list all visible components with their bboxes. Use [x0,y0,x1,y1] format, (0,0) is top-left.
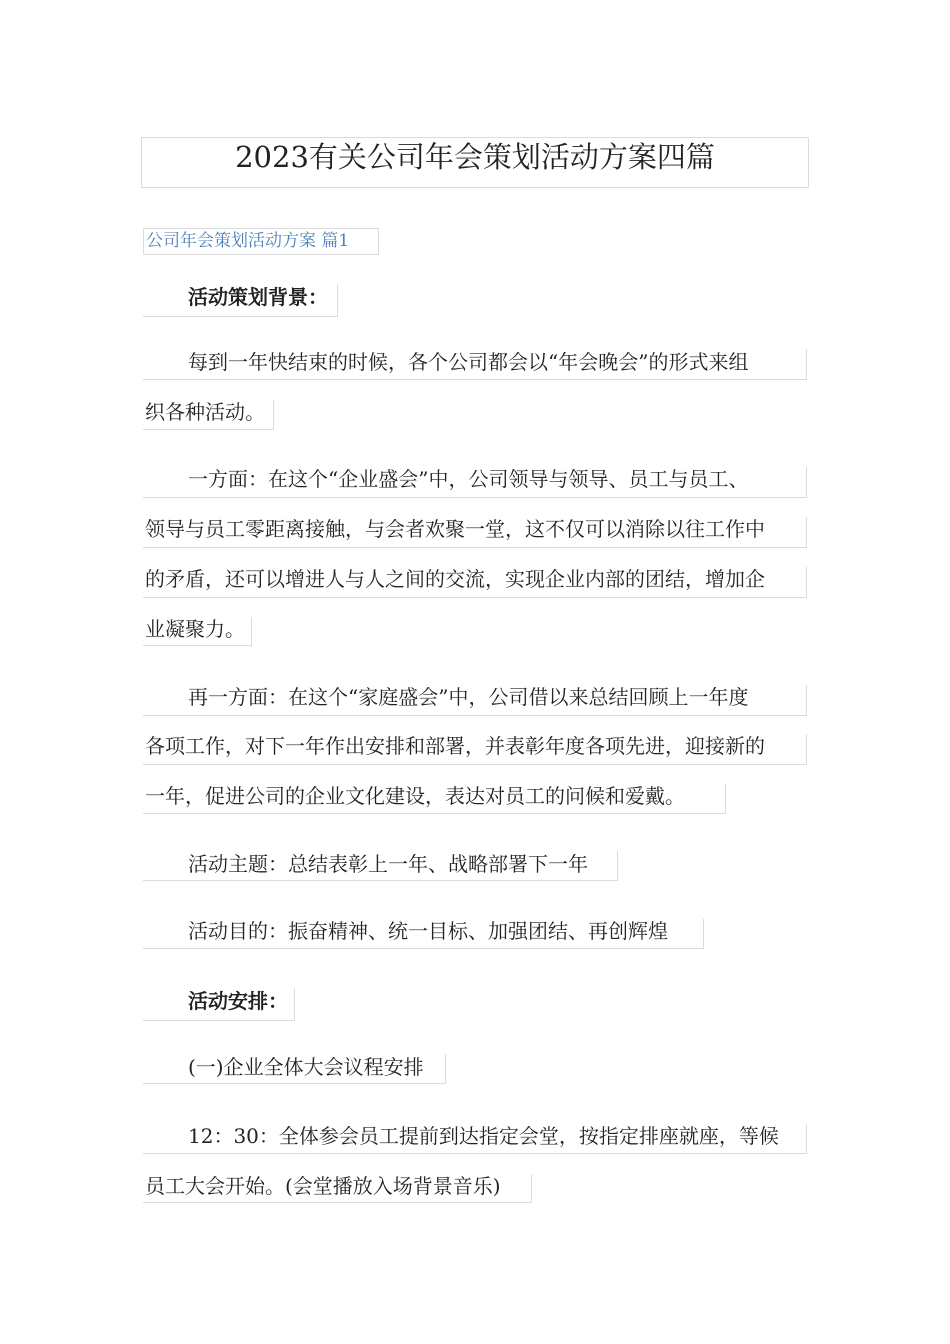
section-title: 公司年会策划活动方案 篇1 [146,231,350,251]
paragraph-line: 再一方面：在这个“家庭盛会”中，公司借以来总结回顾上一年度 [188,685,749,709]
activity-theme: 活动主题：总结表彰上一年、战略部署下一年 [188,852,588,876]
paragraph-line: 的矛盾，还可以增进人与人之间的交流，实现企业内部的团结，增加企 [145,567,765,591]
paragraph-line: 一方面：在这个“企业盛会”中，公司领导与领导、员工与员工、 [188,467,749,491]
paragraph-line: 领导与员工零距离接触，与会者欢聚一堂，这不仅可以消除以往工作中 [145,517,765,541]
agenda-item-line: 员工大会开始。(会堂播放入场背景音乐) [145,1174,501,1198]
paragraph-line: 每到一年快结束的时候，各个公司都会以“年会晚会”的形式来组 [188,350,749,374]
paragraph-line: 业凝聚力。 [145,617,245,641]
paragraph-line: 各项工作，对下一年作出安排和部署，并表彰年度各项先进，迎接新的 [145,734,765,758]
agenda-item-line: 12：30：全体参会员工提前到达指定会堂，按指定排座就座，等候 [188,1124,779,1148]
heading-arrangement: 活动安排： [188,989,288,1013]
document-title: 2023有关公司年会策划活动方案四篇 [235,140,715,174]
paragraph-line: 一年，促进公司的企业文化建设，表达对员工的问候和爱戴。 [145,784,685,808]
activity-purpose: 活动目的：振奋精神、统一目标、加强团结、再创辉煌 [188,919,668,943]
agenda-title: (一)企业全体大会议程安排 [188,1055,424,1079]
heading-background: 活动策划背景： [188,285,328,309]
paragraph-line: 织各种活动。 [145,400,265,424]
